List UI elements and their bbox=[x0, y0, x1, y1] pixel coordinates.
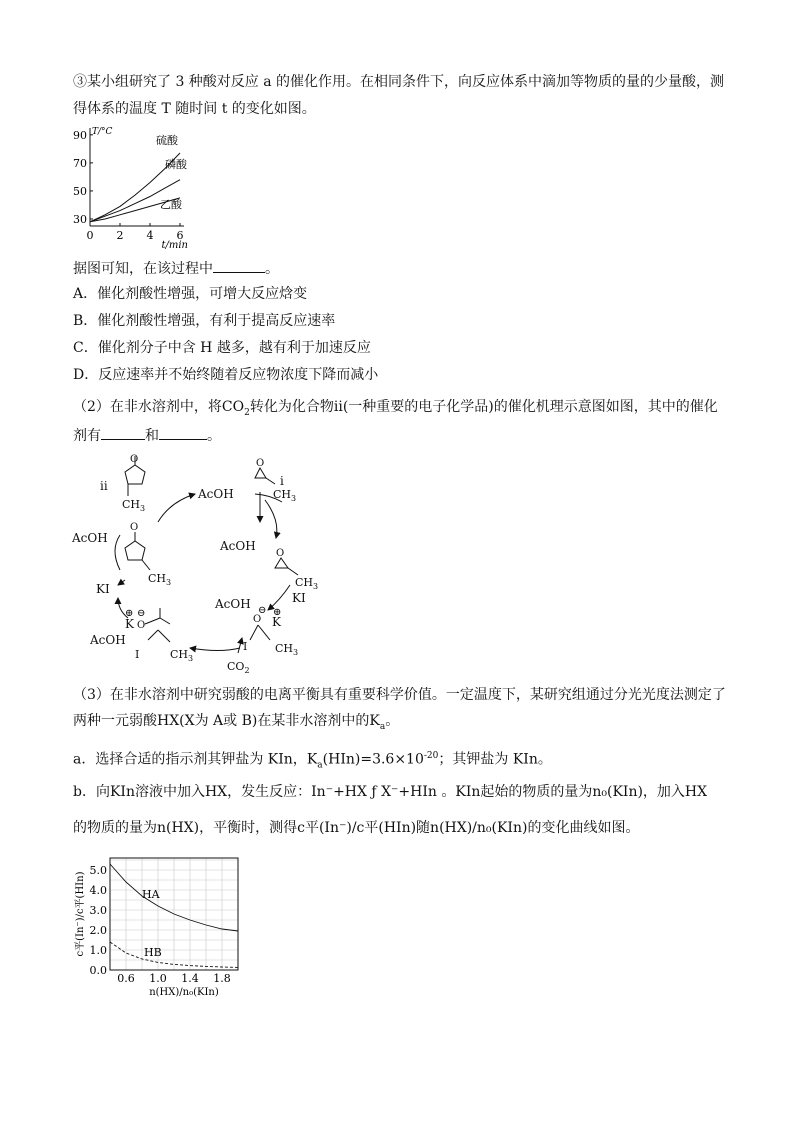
carbonate-i: I bbox=[135, 648, 140, 661]
chart2-y-tick-label: 5.0 bbox=[89, 864, 107, 877]
alkoxide-o: O bbox=[253, 614, 262, 625]
i-oxygen: O bbox=[256, 458, 265, 469]
chart2-y-tick-label: 0.0 bbox=[89, 964, 107, 977]
q3b-a-exp: -20 bbox=[423, 751, 439, 761]
alkoxide-minus: ⊖ bbox=[258, 605, 267, 616]
q3b-item-a bbox=[73, 746, 552, 775]
cc-o-carbonyl: O bbox=[130, 522, 139, 533]
chart1-x-tick-label: 4 bbox=[146, 229, 154, 242]
alkoxide-structure bbox=[250, 625, 270, 640]
q2-co: CO bbox=[221, 399, 245, 415]
q3b-ka-k: K bbox=[369, 713, 380, 729]
q3-prompt-end: 。 bbox=[265, 261, 279, 277]
chart1-y-tick-label: 90 bbox=[73, 128, 87, 142]
q3b-ka bbox=[369, 713, 386, 732]
q3b-item-b-line-2: 的物质的量为n(HX)，平衡时，测得c平(In⁻)/c平(HIn)随n(HX)/n₀(KIn)的变化曲线如图。 bbox=[73, 820, 640, 836]
acoh-lower-left: AcOH bbox=[90, 633, 126, 647]
q2-line-2 bbox=[73, 425, 221, 446]
chart2-y-tick-label: 3.0 bbox=[89, 904, 107, 917]
chart1-x-tick-label: 2 bbox=[116, 229, 124, 242]
catalytic-mechanism-diagram bbox=[70, 450, 340, 675]
q3b-ka-sub: a bbox=[379, 721, 386, 732]
chart2-y-tick-label: 4.0 bbox=[89, 884, 107, 897]
q3b-a-ka: K bbox=[306, 751, 318, 768]
activated-o: O bbox=[276, 548, 285, 559]
ii-o-carbonyl: O bbox=[130, 454, 139, 465]
q3-line-1: ③某小组研究了 3 种酸对反应 a 的催化作用。在相同条件下，向反应体系中滴加等物质的量的少量酸，测 bbox=[73, 74, 725, 90]
q3b-line-2 bbox=[73, 711, 399, 737]
cycle-arrow-left bbox=[115, 535, 120, 570]
ki-out-arrow bbox=[118, 580, 125, 585]
acoh-lower-right: AcOH bbox=[215, 597, 251, 611]
cycle-arrow-bottom bbox=[190, 648, 240, 651]
q3b-a-pre: a．选择合适的指示剂其钾盐为 KIn， bbox=[73, 751, 307, 768]
chart2-x-axis-label: n(HX)/n₀(KIn) bbox=[149, 987, 219, 998]
chart1-labels bbox=[92, 127, 188, 250]
carbonate-k: K bbox=[125, 617, 134, 631]
chart1-series-label: 乙酸 bbox=[160, 198, 182, 211]
cycle-arrow-right bbox=[265, 500, 277, 538]
chart1-x-tick-label: 0 bbox=[86, 229, 94, 242]
chart2-series-label: HB bbox=[144, 946, 162, 959]
q2-co2 bbox=[221, 399, 250, 418]
q2-line-1 bbox=[73, 397, 718, 423]
ki-left: KI bbox=[96, 582, 110, 596]
cc-ch3: $CH_3$ bbox=[148, 572, 172, 587]
co2-label: $CO_2$ bbox=[227, 660, 250, 675]
q2-blank-2[interactable] bbox=[159, 425, 207, 440]
q3-line-2: 得体系的温度 T 随时间 t 的变化如图。 bbox=[73, 101, 316, 117]
q2-co-sub: 2 bbox=[244, 407, 250, 418]
q3-prompt bbox=[73, 258, 279, 279]
chart2-x-tick-label: 1.8 bbox=[213, 972, 231, 985]
cyclic-carbonate-structure bbox=[125, 532, 150, 570]
ratio-chart bbox=[70, 850, 250, 1005]
acoh-top: AcOH bbox=[198, 487, 234, 501]
chart2-ticks bbox=[90, 864, 231, 985]
label-i: i bbox=[280, 474, 284, 488]
q3b-item-b-line-1: b．向KIn溶液中加入HX，发生反应：In⁻+HX ƒ X⁻+HIn 。KIn起始的物质的量为n₀(KIn)，加入HX bbox=[73, 784, 708, 800]
q2-line2-post: 。 bbox=[207, 428, 221, 444]
temperature-time-chart bbox=[68, 124, 198, 250]
chart2-y-axis-label: c平(In⁻)/c平(HIn) bbox=[75, 871, 86, 957]
alkoxide-k: K bbox=[272, 615, 281, 629]
chart1-y-tick-label: 50 bbox=[73, 184, 87, 198]
q3-option-a: A．催化剂酸性增强，可增大反应焓变 bbox=[73, 286, 308, 302]
q3b-line2-pre: 两种一元弱酸HX(X为 A或 B)在某非水溶剂中的 bbox=[73, 713, 370, 729]
chart2-x-tick-label: 1.4 bbox=[181, 972, 199, 985]
carbonate-minus: ⊖ bbox=[137, 608, 146, 619]
activated-ch3: $CH_3$ bbox=[295, 576, 319, 591]
q3b-a-ka-sub: a bbox=[317, 760, 323, 771]
q2-post: 转化为化合物ⅱ(一种重要的电子化学品)的催化机理示意图如图，其中的催化 bbox=[249, 399, 718, 415]
chart2-series-label: HA bbox=[142, 888, 160, 901]
chart1-y-axis-label: T/°C bbox=[92, 127, 113, 137]
acoh-left: AcOH bbox=[72, 531, 108, 545]
alkoxide-i: I bbox=[243, 640, 248, 653]
q3b-a-post: ；其钾盐为 KIn。 bbox=[438, 751, 552, 768]
chart2-y-tick-label: 2.0 bbox=[89, 924, 107, 937]
q3-option-b: B．催化剂酸性增强，有利于提高反应速率 bbox=[73, 313, 336, 329]
carbonate-plus: ⊕ bbox=[125, 608, 134, 619]
q2-blank-1[interactable] bbox=[101, 425, 145, 440]
chart2-x-tick-label: 1.0 bbox=[149, 972, 167, 985]
q3-option-d: D．反应速率并不始终随着反应物浓度下降而减小 bbox=[73, 367, 379, 383]
q3b-line-1: （3）在非水溶剂中研究弱酸的电离平衡具有重要科学价值。一定温度下，某研究组通过分光光度法测定了 bbox=[73, 687, 726, 703]
chart1-y-tick-label: 70 bbox=[73, 156, 87, 170]
carbonate-structure bbox=[145, 608, 170, 642]
q2-line2-mid: 和 bbox=[145, 428, 159, 444]
chart2-y-tick-label: 1.0 bbox=[89, 944, 107, 957]
chart1-x-axis-label: t/min bbox=[161, 240, 188, 250]
i-ch3: $CH_3$ bbox=[273, 488, 297, 503]
carbonate-o: O bbox=[137, 620, 146, 631]
q3-prompt-text: 据图可知，在该过程中 bbox=[73, 261, 213, 277]
chart1-series-label: 磷酸 bbox=[165, 158, 187, 171]
q3-answer-blank[interactable] bbox=[213, 258, 265, 273]
co2-in-arrow bbox=[238, 638, 242, 653]
q3b-a-mid: (HIn)=3.6×10 bbox=[322, 751, 424, 768]
alkoxide-ch3: $CH_3$ bbox=[275, 642, 299, 657]
epoxide-i-structure bbox=[255, 468, 275, 484]
acoh-right: AcOH bbox=[220, 539, 256, 553]
chart2-x-tick-label: 0.6 bbox=[117, 972, 135, 985]
label-ii: ii bbox=[100, 479, 108, 493]
ki-right: KI bbox=[292, 591, 306, 605]
chart1-series-label: 硫酸 bbox=[156, 134, 178, 147]
alkoxide-plus: ⊕ bbox=[273, 607, 282, 618]
q2-pre: （2）在非水溶剂中，将 bbox=[73, 399, 222, 415]
q3-option-c: C．催化剂分子中含 H 越多，越有利于加速反应 bbox=[73, 340, 371, 356]
ii-ch3: $CH_3$ bbox=[122, 498, 146, 513]
q2-line2-pre: 剂有 bbox=[73, 428, 101, 444]
carbonate-ch3: $CH_3$ bbox=[170, 648, 194, 663]
chart1-y-tick-label: 30 bbox=[73, 212, 87, 226]
cycle-arrow-top bbox=[158, 494, 195, 522]
chart1-x-tick-label: 6 bbox=[176, 229, 184, 242]
q3b-line2-post: 。 bbox=[385, 713, 400, 729]
epoxide-activated-structure bbox=[275, 558, 298, 575]
